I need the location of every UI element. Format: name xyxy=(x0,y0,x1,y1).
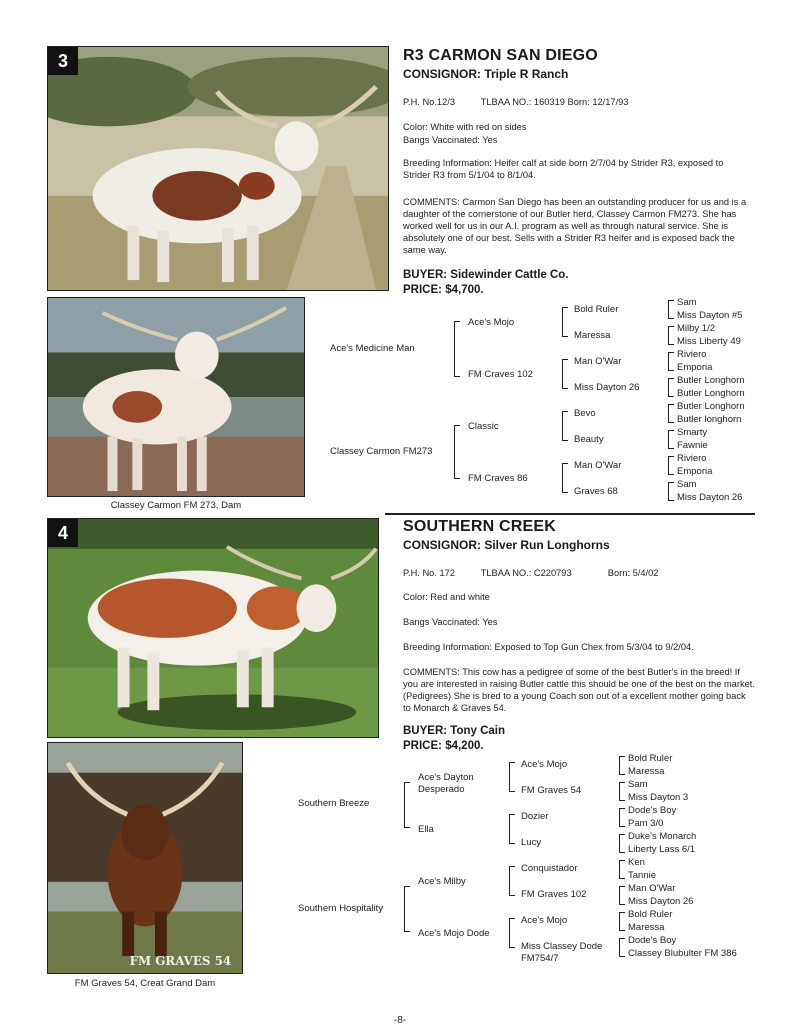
pedigree-g3: Bevo xyxy=(574,408,596,419)
pedigree-bracket xyxy=(668,300,674,319)
pedigree-bracket xyxy=(619,756,625,775)
consignor-name: Triple R Ranch xyxy=(484,67,569,81)
lot-number-badge: 3 xyxy=(48,47,78,75)
pedigree-bracket xyxy=(404,886,410,932)
pedigree-g4: Sam xyxy=(677,297,697,308)
pedigree-g2: Ace's Milby xyxy=(418,876,466,887)
lot3-main-photo xyxy=(47,46,389,291)
cow-photo-image xyxy=(48,519,378,737)
pedigree-g2: FM Craves 86 xyxy=(468,473,528,484)
dam-photo-image xyxy=(48,298,304,496)
pedigree-sire: Southern Breeze xyxy=(298,798,370,809)
lot4-consignor xyxy=(403,538,610,552)
pedigree-bracket xyxy=(619,782,625,801)
pedigree-bracket xyxy=(668,352,674,371)
pedigree-g4: Butler Longhorn xyxy=(677,388,745,399)
buyer-name: Tony Cain xyxy=(450,725,506,737)
lot3-buyer xyxy=(403,268,569,282)
lot3-breeding: Breeding Information: Heifer calf at side born 2/7/04 by Strider R3, exposed to Strider R3 from 5/1/04 to 8/1/04. xyxy=(403,158,724,180)
pedigree-sire: Ace's Medicine Man xyxy=(330,343,415,354)
pedigree-g3: Lucy xyxy=(521,837,542,848)
pedigree-g4: Bold Ruler xyxy=(628,753,673,764)
dam-photo-image xyxy=(48,743,242,973)
price-label: PRICE: xyxy=(403,740,442,752)
lot4-color: Color: Red and white xyxy=(403,592,490,602)
lot4-breeding: Breeding Information: Exposed to Top Gun Chex from 5/3/04 to 9/2/04. xyxy=(403,642,694,652)
pedigree-bracket xyxy=(562,359,568,389)
pedigree-bracket xyxy=(668,482,674,501)
lot4-title: SOUTHERN CREEK xyxy=(403,518,557,535)
pedigree-bracket xyxy=(619,938,625,957)
pedigree-bracket xyxy=(668,430,674,449)
pedigree-bracket xyxy=(454,321,460,377)
lot3-info-line: P.H. No.12/3 TLBAA NO.: 160319 Born: 12/17/93 xyxy=(403,97,629,107)
pedigree-g3: Beauty xyxy=(574,434,604,445)
pedigree-g3: FM Graves 102 xyxy=(521,889,587,900)
pedigree-g2: Ace's Mojo Dode xyxy=(418,928,490,939)
pedigree-g4: Sam xyxy=(677,479,697,490)
pedigree-bracket xyxy=(509,814,515,844)
pedigree-g4: Maressa xyxy=(628,766,665,777)
pedigree-dam: Classey Carmon FM273 xyxy=(330,446,433,457)
pedigree-bracket xyxy=(619,808,625,827)
pedigree-g3: Man O'War xyxy=(574,460,622,471)
pedigree-bracket xyxy=(454,425,460,479)
pedigree-g3: Conquistador xyxy=(521,863,578,874)
lot3-consignor xyxy=(403,67,568,81)
photo-watermark: FM GRAVES 54 xyxy=(129,954,232,969)
pedigree-bracket xyxy=(509,866,515,896)
lot3-color: Color: White with red on sides xyxy=(403,122,527,132)
lot-number-badge: 4 xyxy=(48,519,78,547)
pedigree-g4: Bold Ruler xyxy=(628,909,673,920)
pedigree-g2-label: Ace's Dayton Desperado xyxy=(418,772,474,795)
pedigree-bracket xyxy=(562,463,568,493)
pedigree-g4: Tannie xyxy=(628,870,656,881)
lot4-bangs: Bangs Vaccinated: Yes xyxy=(403,617,498,627)
consignor-name: Silver Run Longhorns xyxy=(484,538,610,552)
pedigree-g3: Miss Dayton 26 xyxy=(574,382,640,393)
pedigree-g4: Dode's Boy xyxy=(628,805,677,816)
pedigree-g4: Duke's Monarch xyxy=(628,831,697,842)
lot4-buyer xyxy=(403,724,505,738)
pedigree-g4: Classey Blubulter FM 386 xyxy=(628,948,737,959)
pedigree-g3: Bold Ruler xyxy=(574,304,619,315)
pedigree-g4: Riviero xyxy=(677,453,707,464)
pedigree-g2: Classic xyxy=(468,421,499,432)
pedigree-g4: Milby 1/2 xyxy=(677,323,716,334)
lot4-info-line: P.H. No. 172 TLBAA NO.: C220793 Born: 5/4/02 xyxy=(403,568,659,578)
cow-photo-image xyxy=(48,47,388,290)
price-label: PRICE: xyxy=(403,284,442,296)
pedigree-bracket xyxy=(668,456,674,475)
lot4-main-photo xyxy=(47,518,379,738)
pedigree-bracket xyxy=(619,834,625,853)
lot3-dam-photo xyxy=(47,297,305,497)
buyer-name: Sidewinder Cattle Co. xyxy=(450,269,569,281)
buyer-label: BUYER: xyxy=(403,725,448,737)
lot4-price xyxy=(403,739,484,753)
pedigree-bracket xyxy=(619,912,625,931)
consignor-label: CONSIGNOR: xyxy=(403,538,481,552)
pedigree-g3: Man O'War xyxy=(574,356,622,367)
pedigree-g4: Man O'War xyxy=(628,883,676,894)
pedigree-g4: Fawnie xyxy=(677,440,708,451)
pedigree-g4: Liberty Lass 6/1 xyxy=(628,844,696,855)
pedigree-g4: Miss Dayton #5 xyxy=(677,310,743,321)
lot3-dam-caption: Classey Carmon FM 273, Dam xyxy=(110,500,242,511)
pedigree-g3: Dozier xyxy=(521,811,549,822)
pedigree-bracket xyxy=(668,378,674,397)
consignor-label: CONSIGNOR: xyxy=(403,67,481,81)
price-value: $4,200. xyxy=(445,740,484,752)
lot3-price xyxy=(403,283,484,297)
pedigree-g4: Riviero xyxy=(677,349,707,360)
pedigree-dam: Southern Hospitality xyxy=(298,903,384,914)
buyer-label: BUYER: xyxy=(403,269,448,281)
pedigree-bracket xyxy=(668,326,674,345)
pedigree-g4: Miss Dayton 26 xyxy=(677,492,743,503)
pedigree-g2 xyxy=(418,772,498,796)
pedigree-bracket xyxy=(619,860,625,879)
page-number: -8- xyxy=(393,1015,407,1026)
pedigree-g3: Graves 68 xyxy=(574,486,618,497)
price-value: $4,700. xyxy=(445,284,484,296)
pedigree-g3: FM Graves 54 xyxy=(521,785,582,796)
lot4-dam-photo xyxy=(47,742,243,974)
pedigree-bracket xyxy=(404,782,410,828)
pedigree-g3-label: Miss Classey Dode FM754/7 xyxy=(521,941,603,964)
pedigree-g4: Emporia xyxy=(677,362,713,373)
pedigree-bracket xyxy=(562,307,568,337)
lot4-dam-caption: FM Graves 54, Creat Grand Dam xyxy=(74,978,216,989)
pedigree-g4: Butler Longhorn xyxy=(677,375,745,386)
pedigree-g3: Ace's Mojo xyxy=(521,915,568,926)
pedigree-bracket xyxy=(668,404,674,423)
pedigree-g4: Miss Dayton 3 xyxy=(628,792,689,803)
section-divider xyxy=(385,513,755,515)
lot3-bangs: Bangs Vaccinated: Yes xyxy=(403,135,498,145)
pedigree-g3: Maressa xyxy=(574,330,611,341)
lot3-comments: COMMENTS: Carmon San Diego has been an outstanding producer for us and is a daughter of the cornerstone of our Butler herd, Classey Carmon FM273. She has worked well for us in our A.I. program as well as through natural service. She is absolutely one of our best. Sells with a Strider R3 heifer and is exposed back the same way. xyxy=(403,197,747,255)
pedigree-g2: Ace's Mojo xyxy=(468,317,515,328)
pedigree-g4: Ken xyxy=(628,857,645,868)
pedigree-bracket xyxy=(562,411,568,441)
pedigree-bracket xyxy=(509,762,515,792)
pedigree-bracket xyxy=(509,918,515,948)
pedigree-g3 xyxy=(521,941,609,965)
pedigree-g2: Ella xyxy=(418,824,434,835)
pedigree-g4: Sam xyxy=(628,779,648,790)
pedigree-g4: Smarty xyxy=(677,427,708,438)
pedigree-g2: FM Craves 102 xyxy=(468,369,533,380)
lot3-title: R3 CARMON SAN DIEGO xyxy=(403,47,598,64)
pedigree-g3: Ace's Mojo xyxy=(521,759,568,770)
pedigree-g4: Maressa xyxy=(628,922,665,933)
pedigree-g4: Butler longhorn xyxy=(677,414,742,425)
pedigree-bracket xyxy=(619,886,625,905)
pedigree-g4: Pam 3/0 xyxy=(628,818,664,829)
pedigree-g4: Dode's Boy xyxy=(628,935,677,946)
pedigree-g4: Emporia xyxy=(677,466,713,477)
lot4-comments: COMMENTS: This cow has a pedigree of some of the best Butler's in the breed! If you are interested in raising Butler cattle this should be one of the best on the market. (Pedigrees) She is bred to a young Coach son out of a excellent mother going back to Monarch & Graves 54. xyxy=(403,667,755,713)
pedigree-g4: Miss Liberty 49 xyxy=(677,336,741,347)
pedigree-g4: Butler Longhorn xyxy=(677,401,745,412)
pedigree-g4: Miss Dayton 26 xyxy=(628,896,694,907)
